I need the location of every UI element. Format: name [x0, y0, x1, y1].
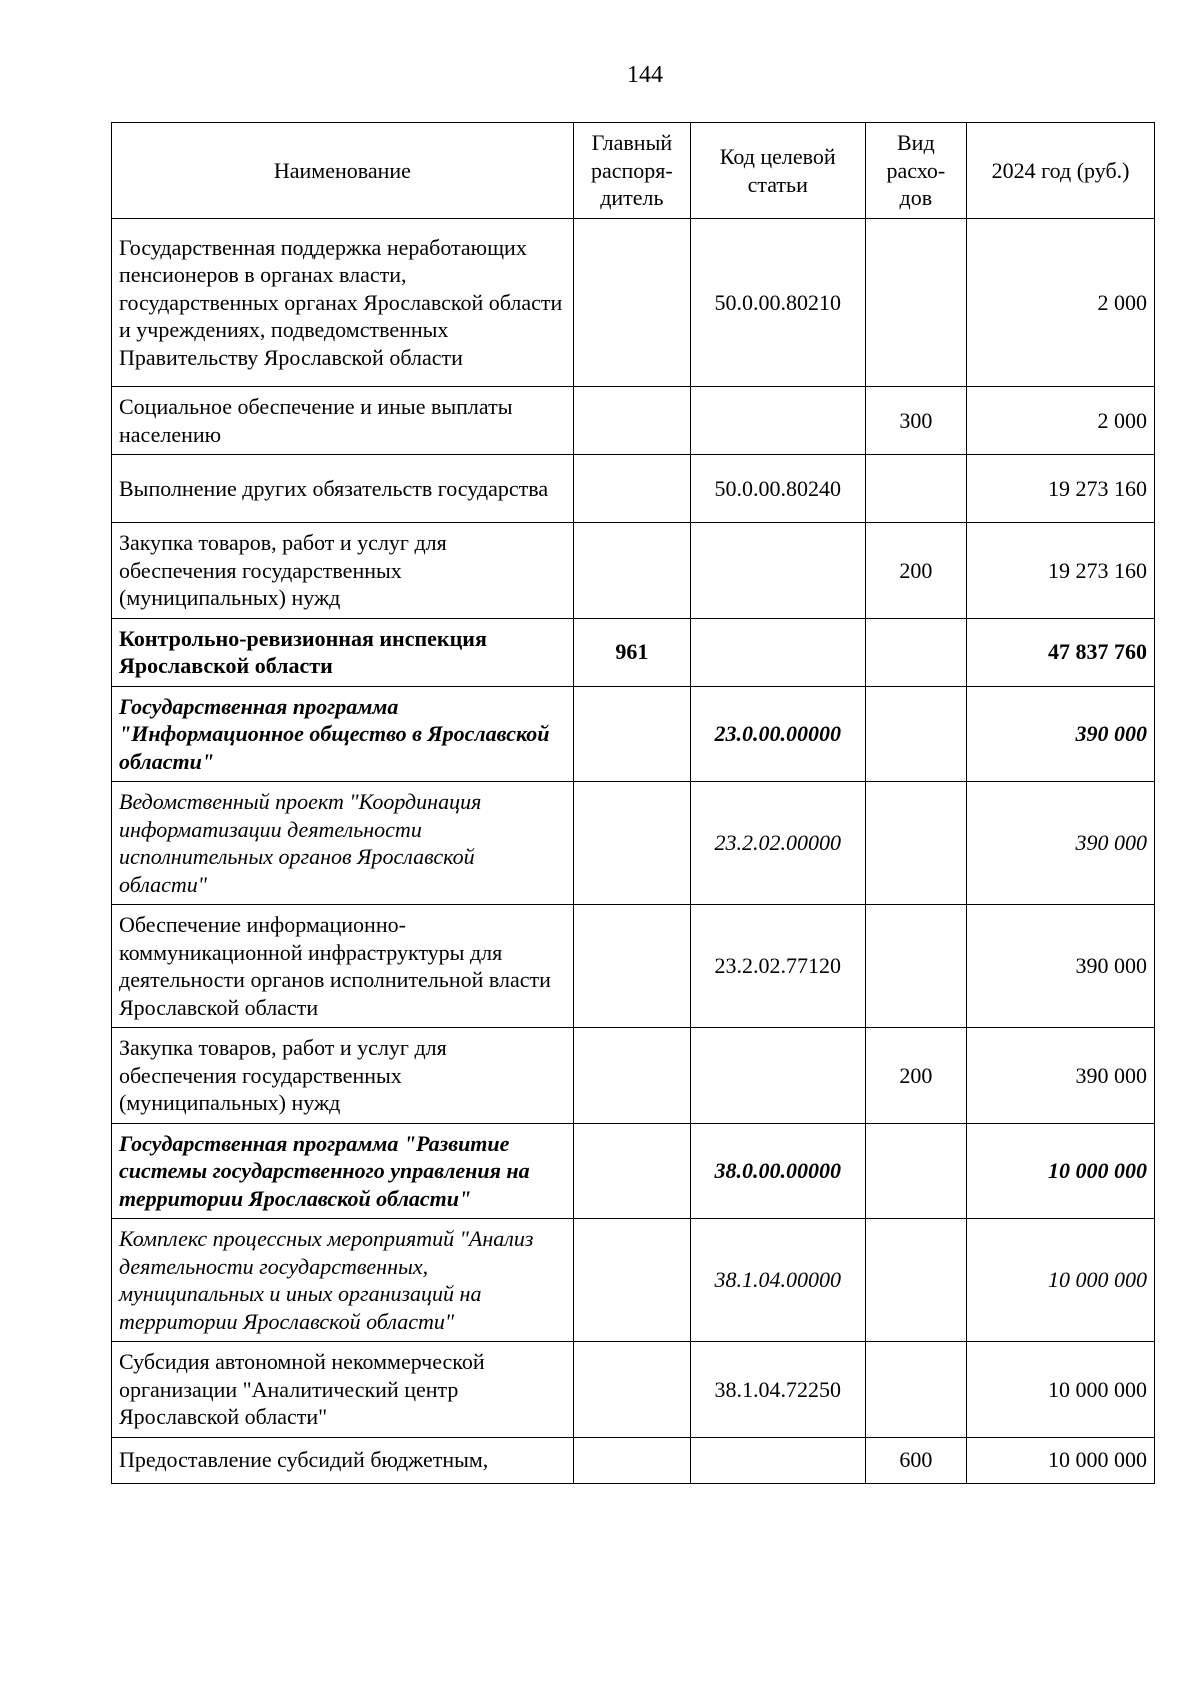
table-row	[112, 1219, 1155, 1342]
cell-vr	[865, 618, 967, 686]
cell-grbs	[573, 1342, 690, 1438]
cell-vr	[865, 1123, 967, 1219]
cell-amount: 390 000	[967, 782, 1155, 905]
cell-code	[690, 618, 865, 686]
cell-name: Комплекс процессных мероприятий "Анализ деятельности государственных, муниципальных и иных организаций на территории Ярославской области"	[112, 1219, 574, 1342]
cell-name: Контрольно-ревизионная инспекция Ярославской области	[112, 618, 574, 686]
table-row	[112, 387, 1155, 455]
cell-vr	[865, 1219, 967, 1342]
cell-amount: 390 000	[967, 1028, 1155, 1124]
cell-amount: 19 273 160	[967, 523, 1155, 619]
cell-vr	[865, 219, 967, 387]
table-row	[112, 1437, 1155, 1483]
cell-vr: 200	[865, 523, 967, 619]
cell-amount: 19 273 160	[967, 455, 1155, 523]
cell-vr	[865, 905, 967, 1028]
cell-code: 23.2.02.77120	[690, 905, 865, 1028]
cell-name: Предоставление субсидий бюджетным,	[112, 1437, 574, 1483]
cell-vr	[865, 455, 967, 523]
cell-code	[690, 1437, 865, 1483]
table-row	[112, 523, 1155, 619]
cell-amount: 10 000 000	[967, 1342, 1155, 1438]
table-row	[112, 1342, 1155, 1438]
header-name: Наименование	[112, 123, 574, 219]
cell-amount: 47 837 760	[967, 618, 1155, 686]
cell-grbs	[573, 686, 690, 782]
cell-code: 38.1.04.00000	[690, 1219, 865, 1342]
table-row	[112, 1123, 1155, 1219]
table-row	[112, 686, 1155, 782]
table-row	[112, 782, 1155, 905]
cell-grbs	[573, 219, 690, 387]
cell-vr	[865, 1342, 967, 1438]
cell-code: 38.1.04.72250	[690, 1342, 865, 1438]
cell-amount: 390 000	[967, 905, 1155, 1028]
cell-grbs	[573, 455, 690, 523]
cell-name: Государственная программа "Информационное общество в Ярославской области"	[112, 686, 574, 782]
cell-code: 23.0.00.00000	[690, 686, 865, 782]
cell-code: 38.0.00.00000	[690, 1123, 865, 1219]
table-row	[112, 455, 1155, 523]
cell-name: Закупка товаров, работ и услуг для обеспечения государственных (муниципальных) нужд	[112, 1028, 574, 1124]
cell-vr: 300	[865, 387, 967, 455]
cell-code	[690, 523, 865, 619]
cell-amount: 390 000	[967, 686, 1155, 782]
table-body	[112, 219, 1155, 1484]
table-row	[112, 905, 1155, 1028]
page-number: 144	[627, 62, 663, 88]
cell-grbs	[573, 387, 690, 455]
cell-grbs	[573, 1437, 690, 1483]
cell-vr	[865, 782, 967, 905]
header-grbs: Главный распоря-дитель	[573, 123, 690, 219]
cell-name: Социальное обеспечение и иные выплаты населению	[112, 387, 574, 455]
cell-grbs	[573, 1219, 690, 1342]
cell-grbs	[573, 782, 690, 905]
budget-table	[111, 122, 1155, 1484]
cell-amount: 10 000 000	[967, 1123, 1155, 1219]
table-header-row	[112, 123, 1155, 219]
cell-code: 23.2.02.00000	[690, 782, 865, 905]
cell-amount: 2 000	[967, 387, 1155, 455]
cell-vr: 600	[865, 1437, 967, 1483]
header-vr: Вид расхо-дов	[865, 123, 967, 219]
cell-code: 50.0.00.80240	[690, 455, 865, 523]
header-amount: 2024 год (руб.)	[967, 123, 1155, 219]
cell-grbs	[573, 1123, 690, 1219]
table-row	[112, 219, 1155, 387]
cell-grbs: 961	[573, 618, 690, 686]
cell-amount: 10 000 000	[967, 1219, 1155, 1342]
cell-name: Закупка товаров, работ и услуг для обеспечения государственных (муниципальных) нужд	[112, 523, 574, 619]
cell-vr: 200	[865, 1028, 967, 1124]
header-code: Код целевой статьи	[690, 123, 865, 219]
cell-grbs	[573, 1028, 690, 1124]
cell-name: Субсидия автономной некоммерческой организации "Аналитический центр Ярославской области"	[112, 1342, 574, 1438]
cell-amount: 10 000 000	[967, 1437, 1155, 1483]
cell-code	[690, 1028, 865, 1124]
cell-name: Государственная программа "Развитие системы государственного управления на территории Ярославской области"	[112, 1123, 574, 1219]
cell-amount: 2 000	[967, 219, 1155, 387]
cell-name: Ведомственный проект "Координация информатизации деятельности исполнительных органов Ярославской области"	[112, 782, 574, 905]
cell-grbs	[573, 905, 690, 1028]
table-row	[112, 1028, 1155, 1124]
cell-code	[690, 387, 865, 455]
cell-grbs	[573, 523, 690, 619]
cell-name: Государственная поддержка неработающих пенсионеров в органах власти, государственных органах Ярославской области и учреждениях, подведомственных Правительству Ярославской области	[112, 219, 574, 387]
cell-name: Выполнение других обязательств государства	[112, 455, 574, 523]
table-row	[112, 618, 1155, 686]
cell-vr	[865, 686, 967, 782]
cell-code: 50.0.00.80210	[690, 219, 865, 387]
cell-name: Обеспечение информационно-коммуникационной инфраструктуры для деятельности органов исполнительной власти Ярославской области	[112, 905, 574, 1028]
